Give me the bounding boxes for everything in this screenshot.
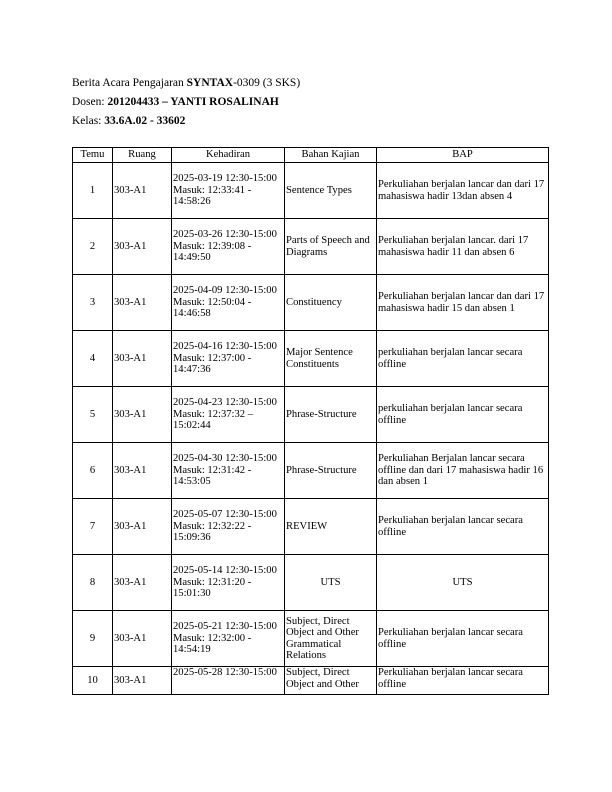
table-row [73, 219, 549, 275]
schedule-time: 2025-05-07 12:30-15:00 [173, 509, 277, 521]
attendance-cell [172, 499, 285, 555]
topic-cell: UTS [285, 555, 377, 611]
room-cell: 303-A1 [113, 443, 172, 499]
course-suffix: -0309 (3 SKS) [233, 77, 301, 89]
table-row [73, 667, 549, 695]
table-row [73, 163, 549, 219]
topic-cell: Phrase-Structure [285, 387, 377, 443]
meeting-number: 10 [73, 667, 113, 695]
schedule-time: 2025-05-21 12:30-15:00 [173, 621, 277, 633]
schedule-time: 2025-05-14 12:30-15:00 [173, 565, 277, 577]
topic-cell: Subject, Direct Object and Other [285, 667, 377, 695]
class-line [72, 112, 300, 131]
column-header-topic: Bahan Kajian [285, 148, 377, 163]
schedule-time: 2025-04-23 12:30-15:00 [173, 397, 277, 409]
table-row [73, 443, 549, 499]
schedule-time: 2025-04-30 12:30-15:00 [173, 453, 277, 465]
room-cell: 303-A1 [113, 331, 172, 387]
lecturer-line [72, 93, 300, 112]
meeting-number: 4 [73, 331, 113, 387]
column-header-attendance: Kehadiran [172, 148, 285, 163]
meeting-number: 1 [73, 163, 113, 219]
attendance-cell [172, 611, 285, 667]
bap-cell: Perkuliahan berjalan lancar secara offline [377, 499, 549, 555]
room-cell: 303-A1 [113, 555, 172, 611]
bap-cell: perkuliahan berjalan lancar secara offline [377, 387, 549, 443]
attendance-table [72, 147, 549, 695]
room-cell: 303-A1 [113, 611, 172, 667]
topic-cell: Major Sentence Constituents [285, 331, 377, 387]
schedule-time: 2025-03-26 12:30-15:00 [173, 229, 277, 241]
check-in-time: Masuk: 12:31:20 - 15:01:30 [173, 576, 252, 600]
room-cell: 303-A1 [113, 275, 172, 331]
check-in-time: Masuk: 12:32:00 - 14:54:19 [173, 632, 252, 656]
schedule-time: 2025-05-28 12:30-15:00 [173, 667, 277, 678]
check-in-time: Masuk: 12:33:41 - 14:58:26 [173, 184, 252, 208]
table-header-row [73, 148, 549, 163]
meeting-number: 7 [73, 499, 113, 555]
table-row [73, 499, 549, 555]
table-row [73, 387, 549, 443]
column-header-bap: BAP [377, 148, 549, 163]
room-cell: 303-A1 [113, 219, 172, 275]
attendance-cell [172, 331, 285, 387]
schedule-time: 2025-03-19 12:30-15:00 [173, 173, 277, 185]
table-row [73, 555, 549, 611]
column-header-meeting: Temu [73, 148, 113, 163]
table-row [73, 611, 549, 667]
attendance-cell [172, 667, 285, 695]
check-in-time: Masuk: 12:37:32 – 15:02:44 [173, 408, 254, 432]
bap-cell: UTS [377, 555, 549, 611]
meeting-number: 6 [73, 443, 113, 499]
lecturer-label: Dosen: [72, 96, 108, 108]
room-cell: 303-A1 [113, 499, 172, 555]
attendance-cell [172, 443, 285, 499]
room-cell: 303-A1 [113, 163, 172, 219]
table-row [73, 331, 549, 387]
class-value: 33.6A.02 - 33602 [104, 115, 186, 127]
check-in-time: Masuk: 12:31:42 - 14:53:05 [173, 464, 252, 488]
schedule-time: 2025-04-09 12:30-15:00 [173, 285, 277, 297]
check-in-time: Masuk: 12:50:04 - 14:46:58 [173, 296, 252, 320]
topic-cell: Constituency [285, 275, 377, 331]
room-cell: 303-A1 [113, 387, 172, 443]
meeting-number: 8 [73, 555, 113, 611]
bap-cell: perkuliahan berjalan lancar secara offline [377, 331, 549, 387]
room-cell: 303-A1 [113, 667, 172, 695]
check-in-time: Masuk: 12:32:22 - 15:09:36 [173, 520, 252, 544]
bap-cell: Perkuliahan Berjalan lancar secara offline dan dari 17 mahasiswa hadir 16 dan absen 1 [377, 443, 549, 499]
topic-cell: REVIEW [285, 499, 377, 555]
attendance-cell [172, 555, 285, 611]
attendance-cell [172, 163, 285, 219]
check-in-time: Masuk: 12:37:00 - 14:47:36 [173, 352, 252, 376]
bap-cell: Perkuliahan berjalan lancar secara offline [377, 667, 549, 695]
meeting-number: 3 [73, 275, 113, 331]
topic-cell: Subject, Direct Object and Other Grammatical Relations [285, 611, 377, 667]
attendance-cell [172, 275, 285, 331]
lecturer-value: 201204433 – YANTI ROSALINAH [107, 96, 279, 108]
meeting-number: 5 [73, 387, 113, 443]
meeting-number: 9 [73, 611, 113, 667]
table-row [73, 275, 549, 331]
topic-cell: Phrase-Structure [285, 443, 377, 499]
course-title-prefix: Berita Acara Pengajaran [72, 77, 187, 89]
document-header [72, 74, 300, 131]
attendance-cell [172, 219, 285, 275]
attendance-cell [172, 387, 285, 443]
topic-cell: Sentence Types [285, 163, 377, 219]
bap-cell: Perkuliahan berjalan lancar secara offline [377, 611, 549, 667]
schedule-time: 2025-04-16 12:30-15:00 [173, 341, 277, 353]
bap-cell: Perkuliahan berjalan lancar. dari 17 mahasiswa hadir 11 dan absen 6 [377, 219, 549, 275]
meeting-number: 2 [73, 219, 113, 275]
bap-cell: Perkuliahan berjalan lancar dan dari 17 mahasiswa hadir 15 dan absen 1 [377, 275, 549, 331]
check-in-time: Masuk: 12:39:08 - 14:49:50 [173, 240, 252, 264]
column-header-room: Ruang [113, 148, 172, 163]
class-label: Kelas: [72, 115, 105, 127]
topic-cell: Parts of Speech and Diagrams [285, 219, 377, 275]
course-code: SYNTAX [186, 77, 234, 89]
bap-cell: Perkuliahan berjalan lancar dan dari 17 mahasiswa hadir 13dan absen 4 [377, 163, 549, 219]
course-line [72, 74, 300, 93]
